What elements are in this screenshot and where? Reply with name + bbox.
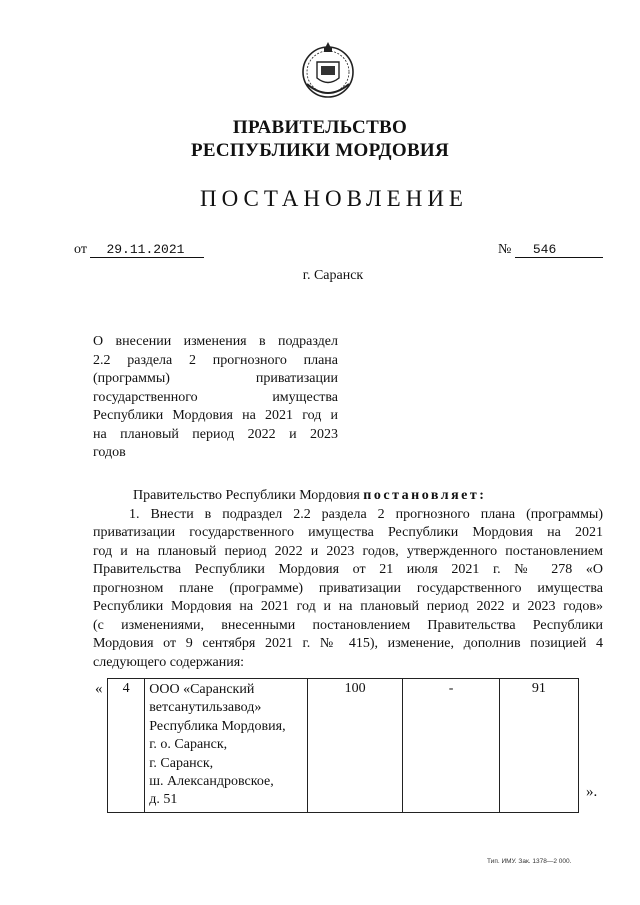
position-value-1: 100 (307, 679, 403, 813)
position-value-3: 91 (499, 679, 578, 813)
name-line: д. 51 (149, 792, 178, 808)
date-prefix: от (74, 242, 87, 257)
number-prefix: № (498, 242, 512, 257)
coat-of-arms-emblem (299, 40, 357, 100)
subject-line: государственного имущества (93, 389, 338, 405)
body-line: Республики Мордовия на 2021 год и на плановый период 2022 и 2023 годов» (93, 599, 603, 614)
document-subject (93, 333, 338, 463)
document-date (74, 242, 204, 258)
table-quote-close: ». (586, 784, 598, 800)
position-name (145, 679, 308, 813)
subject-line: (программы) приватизации (93, 371, 338, 386)
subject-line: годов (93, 445, 126, 460)
government-title-line1: ПРАВИТЕЛЬСТВО (232, 117, 408, 138)
city-label: г. Саранск (302, 268, 364, 283)
name-line: ветсанутильзавод» (149, 700, 262, 716)
print-info: Тип. ИМУ. Зак. 1378—2 000. (487, 858, 572, 865)
name-line: г. о. Саранск, (149, 737, 228, 753)
number-value: 546 (515, 243, 603, 258)
subject-line: Республики Мордовия на 2021 год и (93, 408, 338, 423)
table-row (108, 679, 579, 813)
body-line: приватизации государственного имущества Республики Мордовия на 2021 (93, 525, 603, 540)
opening-line (93, 487, 603, 506)
body-line: Мордовия от 9 сентября 2021 г. № 415), изменение, дополнив позицией 4 (93, 636, 603, 651)
government-title-line2: РЕСПУБЛИКИ МОРДОВИЯ (190, 140, 450, 161)
position-number: 4 (108, 679, 145, 813)
name-line: ООО «Саранский (149, 682, 255, 697)
privatization-position-table (107, 678, 579, 813)
document-number (498, 242, 603, 258)
name-line: ш. Александровское, (149, 774, 274, 790)
subject-line: О внесении изменения в подраздел (93, 334, 338, 349)
document-type-title: ПОСТАНОВЛЕНИЕ (200, 186, 468, 211)
body-line: следующего содержания: (93, 654, 245, 670)
table-quote-open: « (95, 681, 103, 697)
document-body (93, 487, 603, 672)
body-line: год и на плановый период 2022 и 2023 годов, утвержденного постановлением (93, 543, 603, 559)
position-value-2: - (403, 679, 499, 813)
date-value: 29.11.2021 (90, 243, 204, 258)
subject-line: 2.2 раздела 2 прогнозного плана (93, 352, 338, 368)
body-line: прогнозном плане (программе) приватизации государственного имущества (93, 580, 603, 596)
body-line: (с изменениями, внесенными постановлением Правительства Республики (93, 617, 603, 633)
opening-decree-word: постановляет: (363, 488, 487, 503)
name-line: г. Саранск, (149, 755, 214, 771)
opening-text: Правительство Республики Мордовия (133, 488, 360, 503)
subject-line: на плановый период 2022 и 2023 (93, 426, 338, 442)
body-line: Правительства Республики Мордовия от 21 июля 2021 г. № 278 «О (93, 562, 603, 577)
name-line: Республика Мордовия, (149, 718, 286, 734)
body-line: 1. Внести в подраздел 2.2 раздела 2 прогнозного плана (программы) (129, 506, 603, 522)
